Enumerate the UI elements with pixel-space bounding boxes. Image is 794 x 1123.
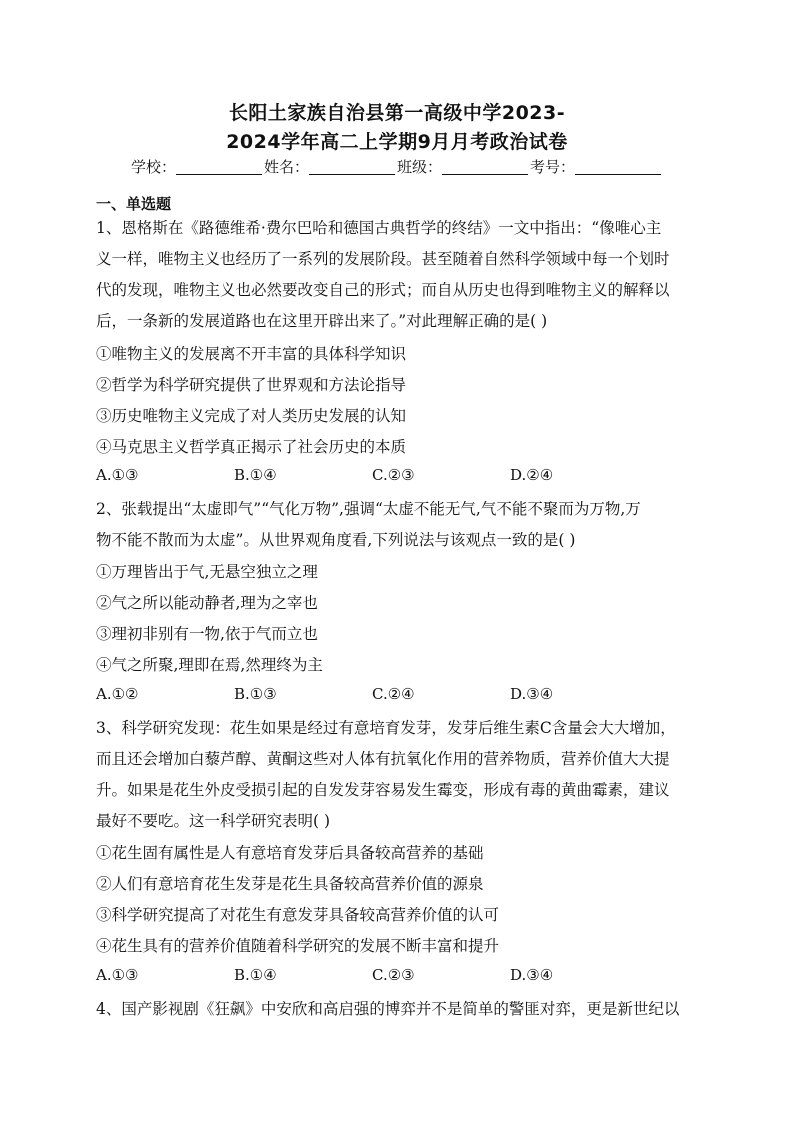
question-1-statement: ①唯物主义的发展离不开丰富的具体科学知识 (96, 345, 407, 363)
option-c: C.②③ (372, 966, 415, 984)
name-label: 姓名： (263, 158, 309, 176)
question-2-statement: ③理初非别有一物,依于气而立也 (96, 625, 318, 643)
question-1-statement: ②哲学为科学研究提供了世界观和方法论指导 (96, 376, 407, 394)
question-1-statement: ③历史唯物主义完成了对人类历史发展的认知 (96, 407, 407, 425)
question-1-stem-line: 代的发现，唯物主义也必然要改变自己的形式；而自从历史也得到唯物主义的解释以 (96, 281, 670, 299)
class-label: 班级： (397, 158, 443, 176)
question-2-statement: ④气之所聚,理即在焉,然理终为主 (96, 656, 323, 674)
question-2-stem-line: 2、张载提出“太虚即气”“气化万物”,强调“太虚不能无气,气不能不聚而为万物,万 (96, 500, 641, 518)
exam-title-line-1: 长阳土家族自治县第一高级中学2023- (228, 102, 566, 124)
exam-number-label: 考号： (530, 158, 576, 176)
exam-number-blank (575, 160, 661, 175)
school-blank (176, 160, 262, 175)
school-label: 学校： (130, 158, 176, 176)
section-title: 一、单选题 (96, 195, 172, 213)
option-c: C.②④ (372, 685, 415, 703)
question-1-stem-line: 1、恩格斯在《路德维希·费尔巴哈和德国古典哲学的终结》一文中指出：“像唯心主 (96, 219, 662, 237)
option-d: D.②④ (510, 466, 554, 484)
option-b: B.①④ (234, 966, 277, 984)
question-3-stem-line: 3、科学研究发现：花生如果是经过有意培育发芽，发芽后维生素C含量会大大增加， (96, 719, 676, 737)
name-blank (309, 160, 395, 175)
question-3-stem-line: 升。如果是花生外皮受损引起的自发发芽容易发生霉变，形成有毒的黄曲霉素，建议 (96, 781, 670, 799)
question-1-stem-line: 义一样，唯物主义也经历了一系列的发展阶段。甚至随着自然科学领域中每一个划时 (96, 250, 670, 268)
question-3-statement: ②人们有意培育花生发芽是花生具备较高营养价值的源泉 (96, 875, 484, 893)
option-b: B.①④ (234, 466, 277, 484)
option-d: D.③④ (510, 966, 554, 984)
question-4-stem-line: 4、国产影视剧《狂飙》中安欣和高启强的博弈并不是简单的警匪对弈，更是新世纪以 (96, 1000, 680, 1018)
class-blank (442, 160, 528, 175)
question-1-stem-line: 后，一条新的发展道路也在这里开辟出来了。”对此理解正确的是( ) (96, 312, 548, 330)
exam-title-line-2: 2024学年高二上学期9月月考政治试卷 (226, 131, 568, 153)
question-3-statement: ③科学研究提高了对花生有意发芽具备较高营养价值的认可 (96, 906, 500, 924)
option-a: A.①③ (96, 966, 139, 984)
question-2-stem-line: 物不能不散而为太虚”。从世界观角度看,下列说法与该观点一致的是( ) (96, 531, 576, 549)
option-a: A.①② (96, 685, 139, 703)
question-3-statement: ④花生具有的营养价值随着科学研究的发展不断丰富和提升 (96, 937, 500, 955)
question-2-statement: ②气之所以能动静者,理为之宰也 (96, 594, 318, 612)
question-1-statement: ④马克思主义哲学真正揭示了社会历史的本质 (96, 438, 407, 456)
student-info-row (0, 156, 794, 177)
option-d: D.③④ (510, 685, 554, 703)
option-c: C.②③ (372, 466, 415, 484)
question-3-stem-line: 最好不要吃。这一科学研究表明( ) (96, 812, 331, 830)
question-2-statement: ①万理皆出于气,无悬空独立之理 (96, 563, 318, 581)
question-3-stem-line: 而且还会增加白藜芦醇、黄酮这些对人体有抗氧化作用的营养物质，营养价值大大提 (96, 750, 670, 768)
option-a: A.①③ (96, 466, 139, 484)
question-3-statement: ①花生固有属性是人有意培育发芽后具备较高营养的基础 (96, 844, 484, 862)
option-b: B.①③ (234, 685, 277, 703)
